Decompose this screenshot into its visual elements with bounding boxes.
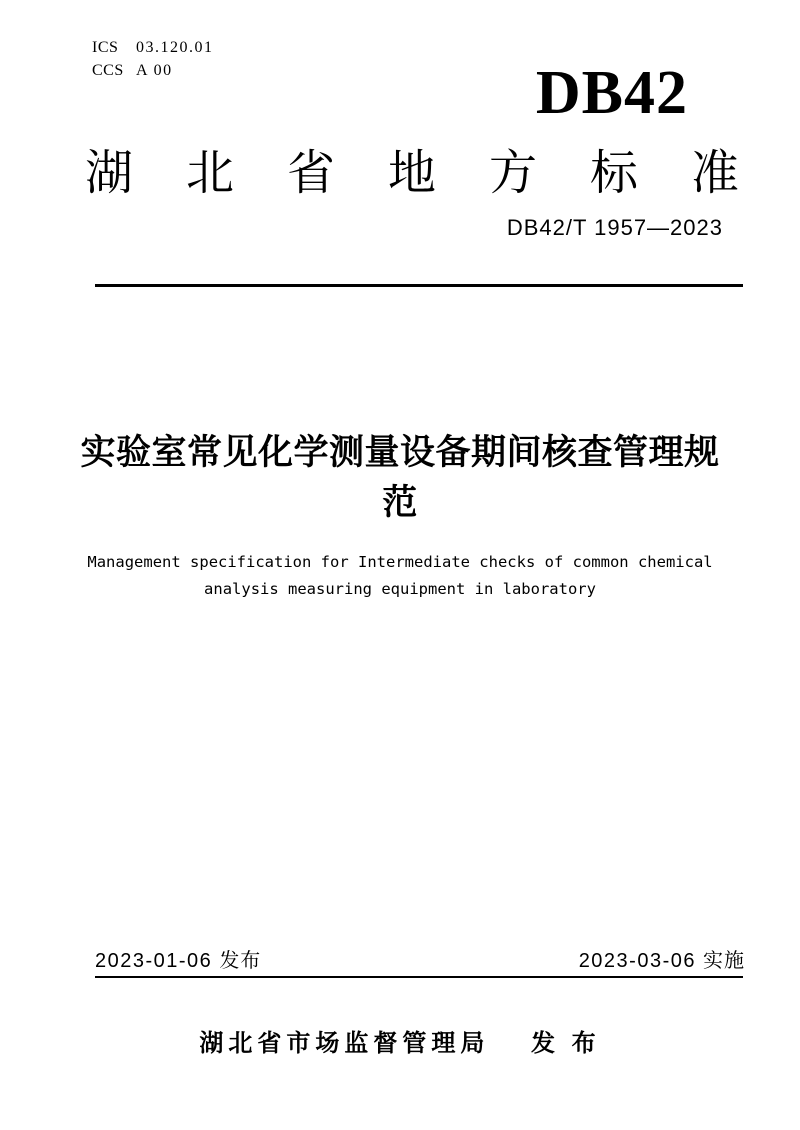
publisher-row [0, 1028, 800, 1060]
standard-number: DB42/T 1957—2023 [506, 215, 723, 240]
top-divider-rule [95, 284, 743, 287]
document-title-en-line2: analysis measuring equipment in laboratory [204, 580, 596, 598]
bottom-divider-rule [95, 976, 743, 978]
classification-codes [92, 36, 214, 82]
issue-date-item [95, 949, 261, 973]
implementation-date-item [579, 949, 745, 973]
dates-row [95, 949, 745, 973]
document-title-en [0, 549, 800, 603]
ccs-value: A 00 [136, 62, 173, 79]
ics-code [92, 36, 214, 59]
implementation-date: 2023-03-06 [578, 950, 696, 972]
document-title-zh: 实验室常见化学测量设备期间核查管理规范 [80, 433, 720, 522]
document-title-en-line1: Management specification for Intermediate checks of common chemical [87, 553, 713, 571]
implementation-date-label: 实施 [703, 950, 745, 972]
db42-logo: DB42 [535, 59, 688, 127]
publish-action-label: 发 布 [531, 1030, 601, 1057]
ics-label: ICS [92, 39, 119, 56]
ccs-label: CCS [92, 62, 124, 79]
ics-value: 03.120.01 [136, 39, 214, 56]
ccs-code [92, 59, 214, 82]
issue-date: 2023-01-06 [95, 950, 213, 972]
issue-date-label: 发布 [219, 950, 262, 972]
publisher-name: 湖北省市场监督管理局 [199, 1030, 490, 1057]
standard-category-title: 湖北省地方标准 [85, 147, 739, 200]
